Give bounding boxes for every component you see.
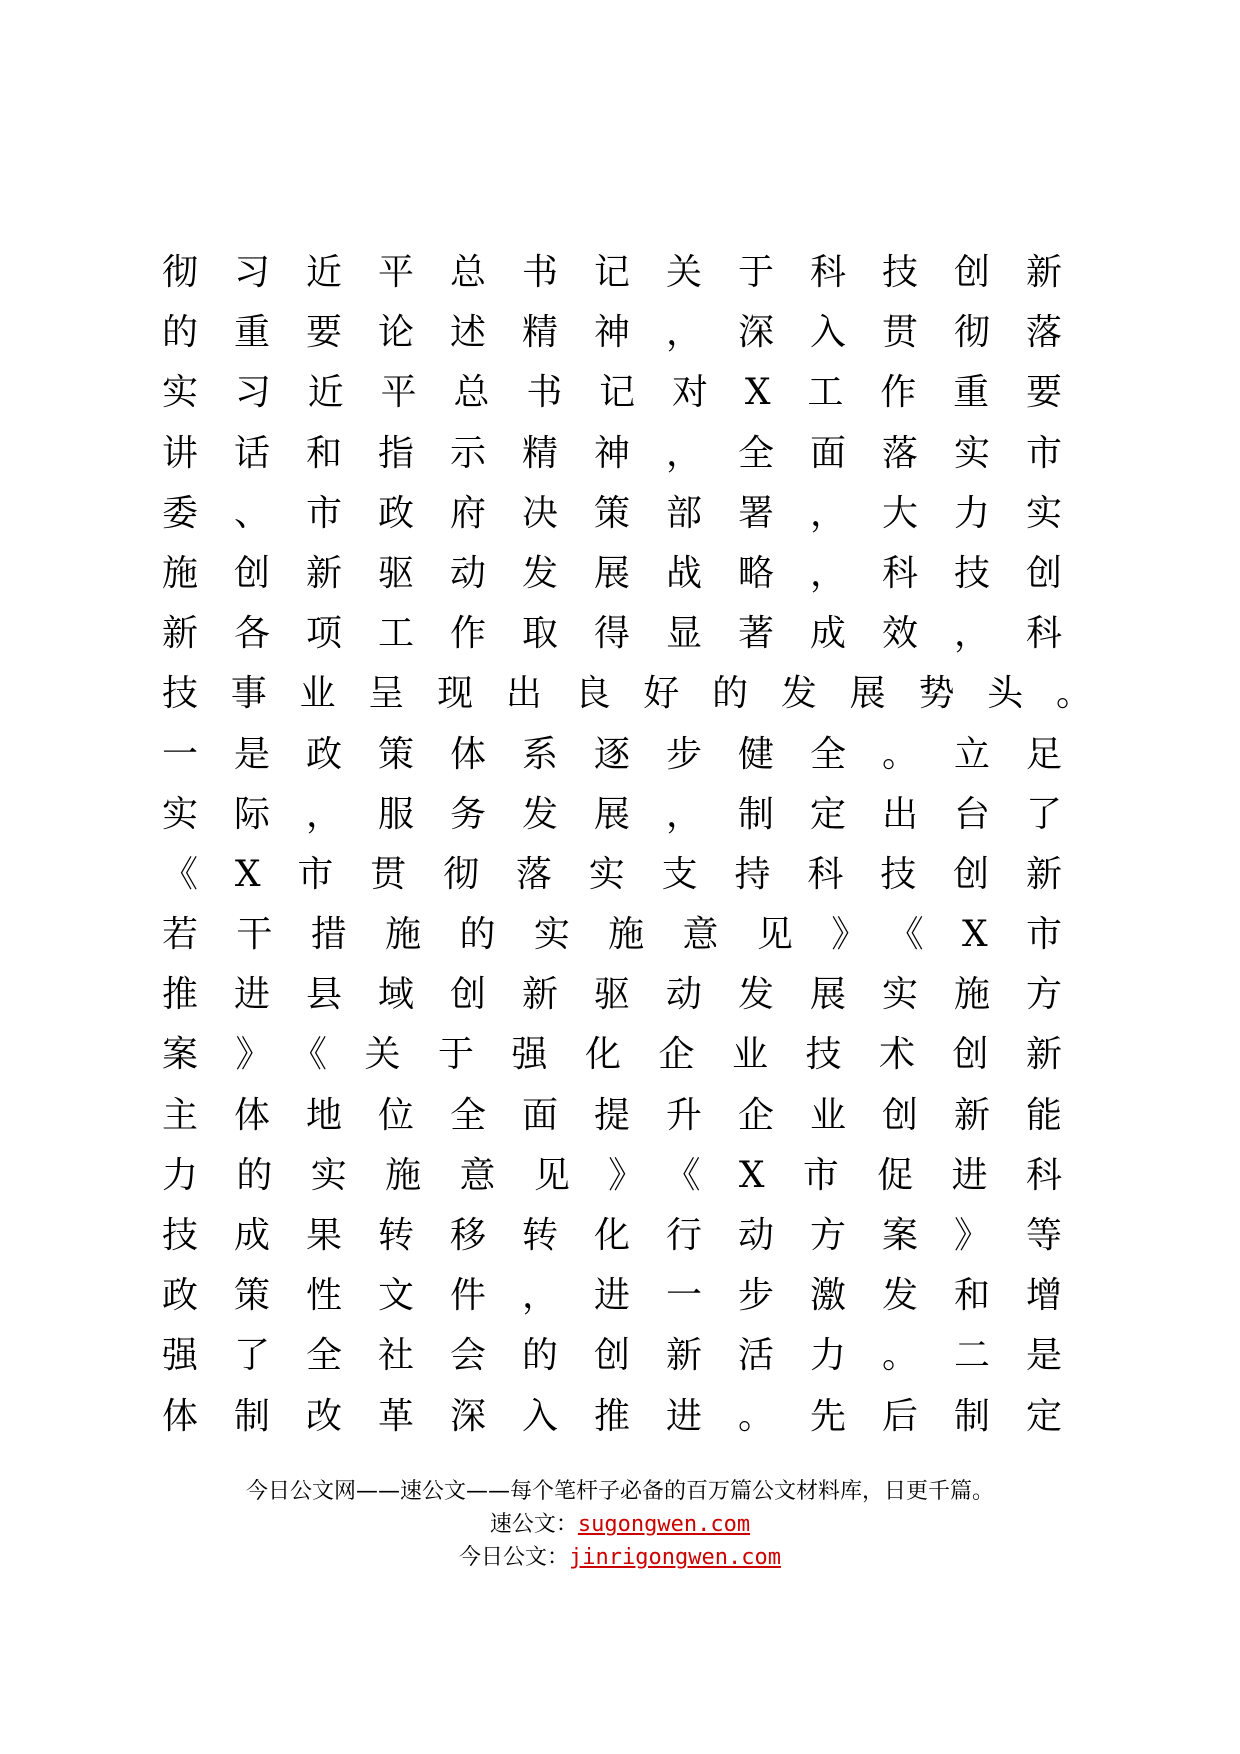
text-line: 若干措施的实施意见》《X市	[162, 914, 1062, 956]
footer-site2	[0, 1541, 1240, 1574]
text-line: 《X市贯彻落实支持科技创新	[162, 853, 1062, 895]
text-line: 案》《关于强化企业技术创新	[162, 1034, 1062, 1076]
site1-link[interactable]: sugongwen.com	[577, 1512, 751, 1537]
text-line: 强了全社会的创新活力。二是	[162, 1335, 1062, 1377]
site1-label: 速公文：	[489, 1512, 578, 1537]
text-line: 实习近平总书记对X工作重要	[162, 372, 1062, 414]
footer	[0, 1475, 1240, 1574]
text-line: 技事业呈现出良好的发展势头。	[162, 673, 1092, 715]
text-line: 技成果转移转化行动方案》等	[162, 1215, 1062, 1256]
text-line: 讲话和指示精神，全面落实市	[162, 432, 1062, 474]
footer-site1	[0, 1508, 1240, 1541]
body-text	[162, 243, 1092, 1447]
site2-link[interactable]: jinrigongwen.com	[569, 1545, 781, 1570]
text-line: 新各项工作取得显著成效，科	[162, 613, 1062, 655]
text-line: 政策性文件，进一步激发和增	[162, 1275, 1062, 1317]
text-line: 一是政策体系逐步健全。立足	[162, 733, 1062, 775]
text-line: 彻习近平总书记关于科技创新	[162, 252, 1062, 293]
text-line: 体制改革深入推进。先后制定	[162, 1395, 1062, 1437]
text-line: 主体地位全面提升企业创新能	[162, 1094, 1062, 1136]
footer-tagline: 今日公文网——速公文——每个笔杆子必备的百万篇公文材料库，日更千篇。	[245, 1479, 994, 1504]
text-line: 力的实施意见》《X市促进科	[162, 1154, 1062, 1196]
site2-label: 今日公文：	[459, 1545, 570, 1570]
text-line: 实际，服务发展，制定出台了	[162, 793, 1062, 835]
text-line: 的重要论述精神，深入贯彻落	[162, 312, 1062, 354]
text-line: 推进县域创新驱动发展实施方	[162, 974, 1062, 1016]
text-line: 施创新驱动发展战略，科技创	[162, 552, 1062, 594]
text-line: 委、市政府决策部署，大力实	[162, 492, 1062, 534]
